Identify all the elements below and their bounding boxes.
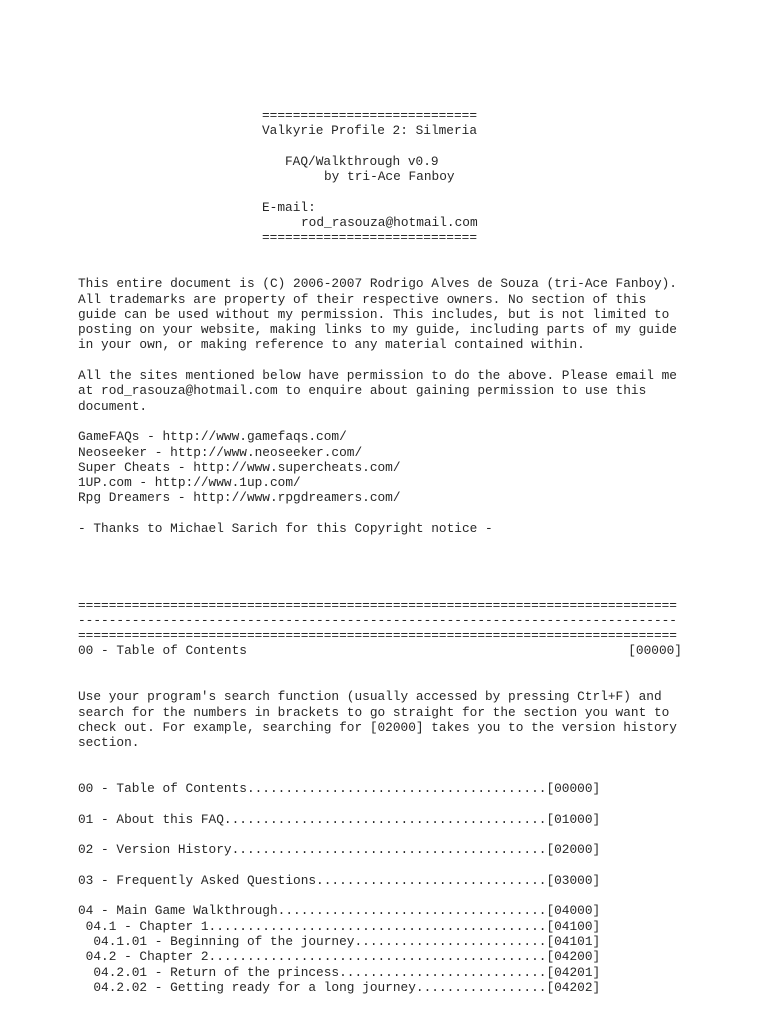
blank-line bbox=[78, 414, 682, 429]
toc-entry: 04.2.02 - Getting ready for a long journey.................[04202] bbox=[78, 979, 601, 995]
toc-entry: 04.2 - Chapter 2............................................[04200] bbox=[78, 949, 601, 965]
copyright-line: in your own, or making reference to any material contained within. bbox=[78, 337, 585, 353]
blank-line bbox=[78, 750, 682, 765]
permission-line: at rod_rasouza@hotmail.com to enquire about gaining permission to use this bbox=[78, 383, 647, 399]
blank-line bbox=[78, 536, 682, 551]
instruction-line: section. bbox=[78, 735, 140, 751]
blank-line bbox=[78, 766, 682, 781]
blank-line bbox=[78, 246, 682, 261]
blank-line bbox=[78, 567, 682, 582]
blank-line bbox=[78, 261, 682, 276]
blank-line bbox=[78, 506, 682, 521]
blank-line bbox=[78, 827, 682, 842]
toc-entry: 00 - Table of Contents.......................................[00000] bbox=[78, 781, 601, 797]
blank-line bbox=[78, 552, 682, 567]
section-title: 00 - Table of Contents bbox=[78, 643, 247, 659]
guide-document bbox=[78, 108, 682, 995]
toc-entry: 02 - Version History.........................................[02000] bbox=[78, 842, 601, 858]
email-address: rod_rasouza@hotmail.com bbox=[301, 215, 478, 231]
site-gamefaqs: GameFAQs - http://www.gamefaqs.com/ bbox=[78, 429, 347, 445]
copyright-line: This entire document is (C) 2006-2007 Rodrigo Alves de Souza (tri-Ace Fanboy). bbox=[78, 276, 677, 292]
permission-line: All the sites mentioned below have permission to do the above. Please email me bbox=[78, 368, 677, 384]
blank-line bbox=[78, 796, 682, 811]
blank-line bbox=[78, 184, 682, 199]
permission-line: document. bbox=[78, 398, 148, 414]
copyright-line: guide can be used without my permission. This includes, but is not limited to bbox=[78, 306, 670, 322]
blank-line bbox=[78, 353, 682, 368]
section-rule-double: ============================================================================== bbox=[78, 597, 677, 613]
site-rpgdreamers: Rpg Dreamers - http://www.rpgdreamers.com/ bbox=[78, 490, 401, 506]
game-title: Valkyrie Profile 2: Silmeria bbox=[262, 123, 478, 139]
site-supercheats: Super Cheats - http://www.supercheats.com/ bbox=[78, 459, 401, 475]
site-1up: 1UP.com - http://www.1up.com/ bbox=[78, 475, 301, 491]
instruction-line: search for the numbers in brackets to go straight for the section you want to bbox=[78, 704, 670, 720]
toc-entry: 04 - Main Game Walkthrough...................................[04000] bbox=[78, 903, 601, 919]
email-label: E-mail: bbox=[262, 199, 316, 215]
copyright-line: All trademarks are property of their respective owners. No section of this bbox=[78, 291, 647, 307]
thanks-line: - Thanks to Michael Sarich for this Copyright notice - bbox=[78, 521, 493, 537]
instruction-line: Use your program's search function (usually accessed by pressing Ctrl+F) and bbox=[78, 689, 662, 705]
toc-entry: 04.1 - Chapter 1............................................[04100] bbox=[78, 918, 601, 934]
toc-entry: 03 - Frequently Asked Questions..............................[03000] bbox=[78, 872, 601, 888]
section-header bbox=[78, 643, 682, 658]
site-neoseeker: Neoseeker - http://www.neoseeker.com/ bbox=[78, 444, 363, 460]
section-rule-single: ------------------------------------------------------------------------------ bbox=[78, 612, 677, 628]
section-rule-double: ============================================================================== bbox=[78, 628, 677, 644]
copyright-line: posting on your website, making links to my guide, including parts of my guide bbox=[78, 322, 677, 338]
instruction-line: check out. For example, searching for [02000] takes you to the version history bbox=[78, 719, 677, 735]
header-rule-bottom: ============================ bbox=[262, 230, 478, 246]
header-rule-top: ============================ bbox=[262, 108, 478, 123]
section-code: [00000] bbox=[628, 643, 682, 659]
author-line: by tri-Ace Fanboy bbox=[324, 169, 455, 185]
blank-line bbox=[78, 858, 682, 873]
blank-line bbox=[78, 139, 682, 154]
blank-line bbox=[78, 582, 682, 597]
blank-line bbox=[78, 888, 682, 903]
toc-entry: 04.1.01 - Beginning of the journey.........................[04101] bbox=[78, 934, 601, 950]
blank-line bbox=[78, 674, 682, 689]
guide-title: FAQ/Walkthrough v0.9 bbox=[285, 153, 439, 169]
toc-entry: 04.2.01 - Return of the princess...........................[04201] bbox=[78, 964, 601, 980]
blank-line bbox=[78, 659, 682, 674]
toc-entry: 01 - About this FAQ..........................................[01000] bbox=[78, 811, 601, 827]
